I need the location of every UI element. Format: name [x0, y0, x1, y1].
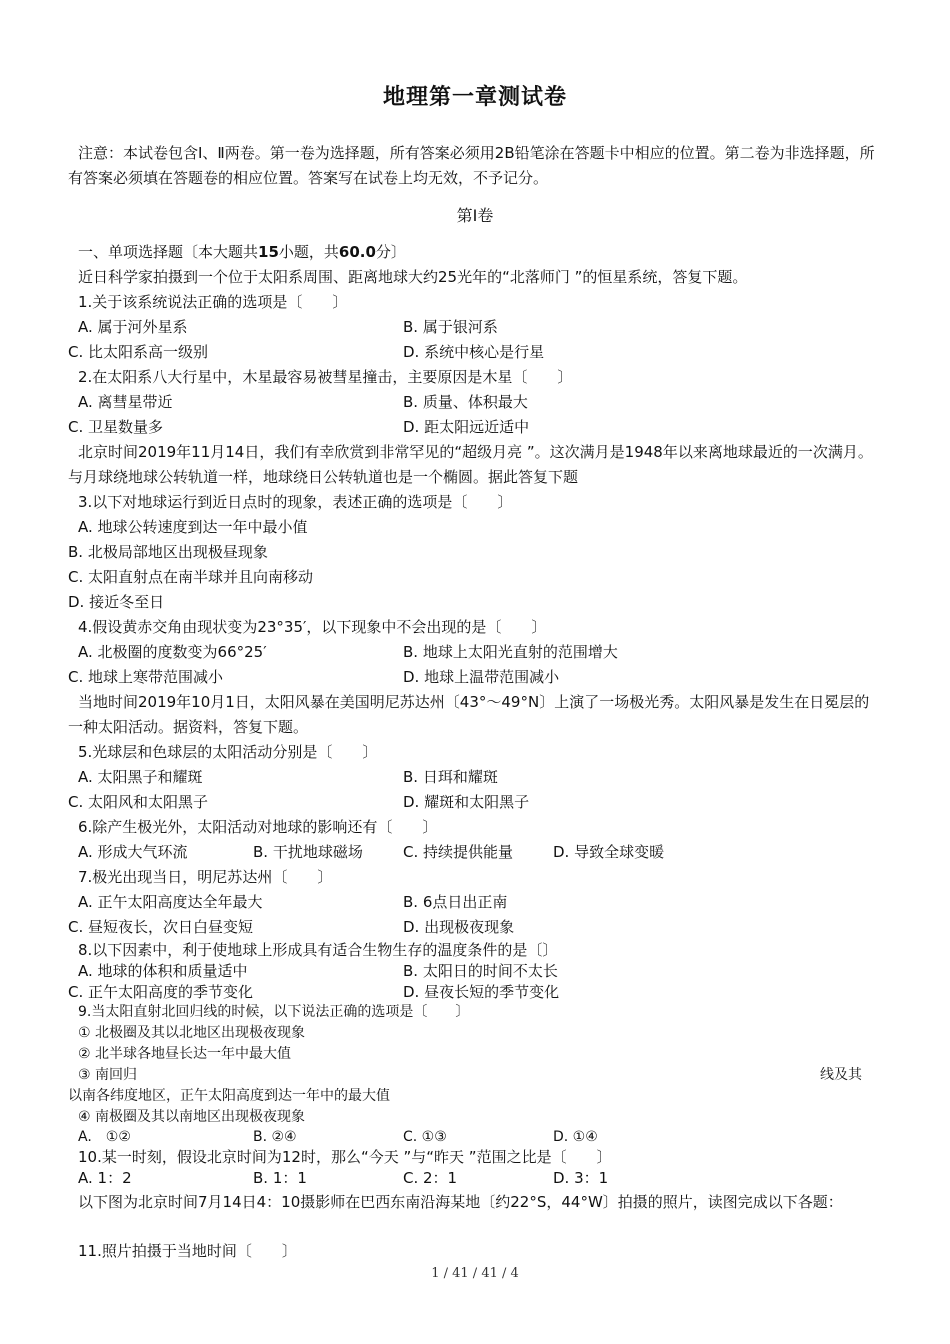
option-d: D. 系统中核心是行星	[403, 343, 545, 361]
option-a: A. 属于河外星系	[78, 318, 188, 336]
question-stem: 9.当太阳直射北回归线的时候，以下说法正确的选项是〔 〕	[78, 1004, 470, 1020]
question-stem: 8.以下因素中，利于使地球上形成具有适合生物生存的温度条件的是〔〕	[78, 941, 558, 959]
question-stem: 1.关于该系统说法正确的选项是〔 〕	[78, 293, 348, 311]
option-c: C. 正午太阳高度的季节变化	[68, 983, 254, 1001]
question-stem: 4.假设黄赤交角由现状变为23°35′，以下现象中不会出现的是〔 〕	[78, 618, 547, 636]
statement-1: ① 北极圈及其以北地区出现极夜现象	[78, 1025, 306, 1041]
material-2: 北京时间2019年11月14日，我们有幸欣赏到非常罕见的“超级月亮 ”。这次满月是1948年以来离地球最近的一次满月。与月球绕地球公转轨道一样，地球绕日公转轨道也是一个椭圆。据此答复下题	[68, 443, 873, 486]
option-b: B. 北极局部地区出现极昼现象	[68, 543, 268, 561]
question-stem: 5.光球层和色球层的太阳活动分别是〔 〕	[78, 743, 378, 761]
option-a: A. 地球的体积和质量适中	[78, 962, 248, 980]
option-d: D. 距太阳远近适中	[403, 418, 530, 436]
material-1: 近日科学家拍摄到一个位于太阳系周围、距离地球大约25光年的“北落师门 ”的恒星系统，答复下题。	[78, 268, 748, 286]
option-d: D. 出现极夜现象	[403, 918, 515, 936]
question-stem: 7.极光出现当日，明尼苏达州〔 〕	[78, 868, 333, 886]
material-4: 以下图为北京时间7月14日4：10摄影师在巴西东南沿海某地〔约22°S，44°W〕拍摄的照片，读图完成以下各题：	[78, 1193, 843, 1211]
part-middle: 小题，共	[278, 243, 339, 261]
option-b: B. 6点日出正南	[403, 893, 508, 911]
option-b: B. ②④	[253, 1129, 297, 1145]
option-b: B. 地球上太阳光直射的范围增大	[403, 643, 618, 661]
question-stem: 10.某一时刻，假设北京时间为12时，那么“今天 ”与“昨天 ”范围之比是〔 〕	[78, 1148, 612, 1166]
option-c: C. 卫星数量多	[68, 418, 164, 436]
option-a: A. 地球公转速度到达一年中最小值	[78, 518, 308, 536]
option-b: B. 1：1	[253, 1169, 307, 1187]
option-a: A. 正午太阳高度达全年最大	[78, 893, 263, 911]
question-stem: 6.除产生极光外，太阳活动对地球的影响还有〔 〕	[78, 818, 438, 836]
statement-4: ④ 南极圈及其以南地区出现极夜现象	[78, 1109, 306, 1125]
option-b: B. 太阳日的时间不太长	[403, 962, 558, 980]
option-d: D. 导致全球变暖	[553, 843, 665, 861]
notice-paragraph: 注意：本试卷包含Ⅰ、Ⅱ两卷。第一卷为选择题，所有答案必须用2B铅笔涂在答题卡中相应的位置。第二卷为非选择题，所有答案必须填在答题卷的相应位置。答案写在试卷上均无效，不予记分。	[68, 144, 875, 187]
option-c: C. 2：1	[403, 1169, 458, 1187]
option-b: B. 日珥和耀斑	[403, 768, 498, 786]
option-a: A. 形成大气环流	[78, 843, 188, 861]
option-c: C. 昼短夜长，次日白昼变短	[68, 918, 254, 936]
option-b: B. 干扰地球磁场	[253, 843, 363, 861]
option-a: A. ①②	[78, 1129, 131, 1145]
option-d: D. 耀斑和太阳黑子	[403, 793, 530, 811]
option-d: D. ①④	[553, 1129, 598, 1145]
option-d: D. 地球上温带范围减小	[403, 668, 560, 686]
page-title: 地理第一章测试卷	[382, 85, 567, 110]
question-stem: 3.以下对地球运行到近日点时的现象，表述正确的选项是〔 〕	[78, 493, 513, 511]
option-a: A. 北极圈的度数变为66°25′	[78, 643, 267, 661]
option-d: D. 接近冬至日	[68, 593, 165, 611]
option-c: C. ①③	[403, 1129, 447, 1145]
question-stem: 11.照片拍摄于当地时间〔 〕	[78, 1242, 297, 1260]
material-3: 当地时间2019年10月1日，太阳风暴在美国明尼苏达州〔43°～49°N〕上演了一场极光秀。太阳风暴是发生在日冕层的一种太阳活动。据资料，答复下题。	[68, 693, 870, 736]
question-stem: 2.在太阳系八大行星中，木星最容易被彗星撞击，主要原因是木星〔 〕	[78, 368, 573, 386]
statement-3-wrap: 以南各纬度地区，正午太阳高度到达一年中的最大值	[68, 1088, 390, 1104]
option-b: B. 质量、体积最大	[403, 393, 528, 411]
option-b: B. 属于银河系	[403, 318, 498, 336]
option-a: A. 离彗星带近	[78, 393, 173, 411]
option-c: C. 太阳直射点在南半球并且向南移动	[68, 568, 314, 586]
total-score: 60.0	[338, 243, 376, 261]
part-suffix: 分〕	[375, 243, 406, 261]
part-heading	[78, 241, 406, 263]
option-c: C. 太阳风和太阳黑子	[68, 793, 209, 811]
question-count: 15	[258, 243, 279, 261]
option-a: A. 1：2	[78, 1169, 132, 1187]
option-d: D. 3：1	[553, 1169, 609, 1187]
section-label: 第Ⅰ卷	[456, 206, 494, 225]
statement-3: ③ 南回归	[78, 1067, 138, 1083]
page-number: 1 / 41 / 41 / 4	[431, 1266, 519, 1281]
statement-2: ② 北半球各地昼长达一年中最大值	[78, 1046, 292, 1062]
option-d: D. 昼夜长短的季节变化	[403, 983, 560, 1001]
part-prefix: 一、单项选择题〔本大题共	[78, 243, 259, 261]
option-c: C. 比太阳系高一级别	[68, 343, 209, 361]
option-c: C. 持续提供能量	[403, 843, 514, 861]
option-c: C. 地球上寒带范围减小	[68, 668, 224, 686]
statement-3-cont: 线及其	[820, 1067, 862, 1083]
option-a: A. 太阳黑子和耀斑	[78, 768, 203, 786]
